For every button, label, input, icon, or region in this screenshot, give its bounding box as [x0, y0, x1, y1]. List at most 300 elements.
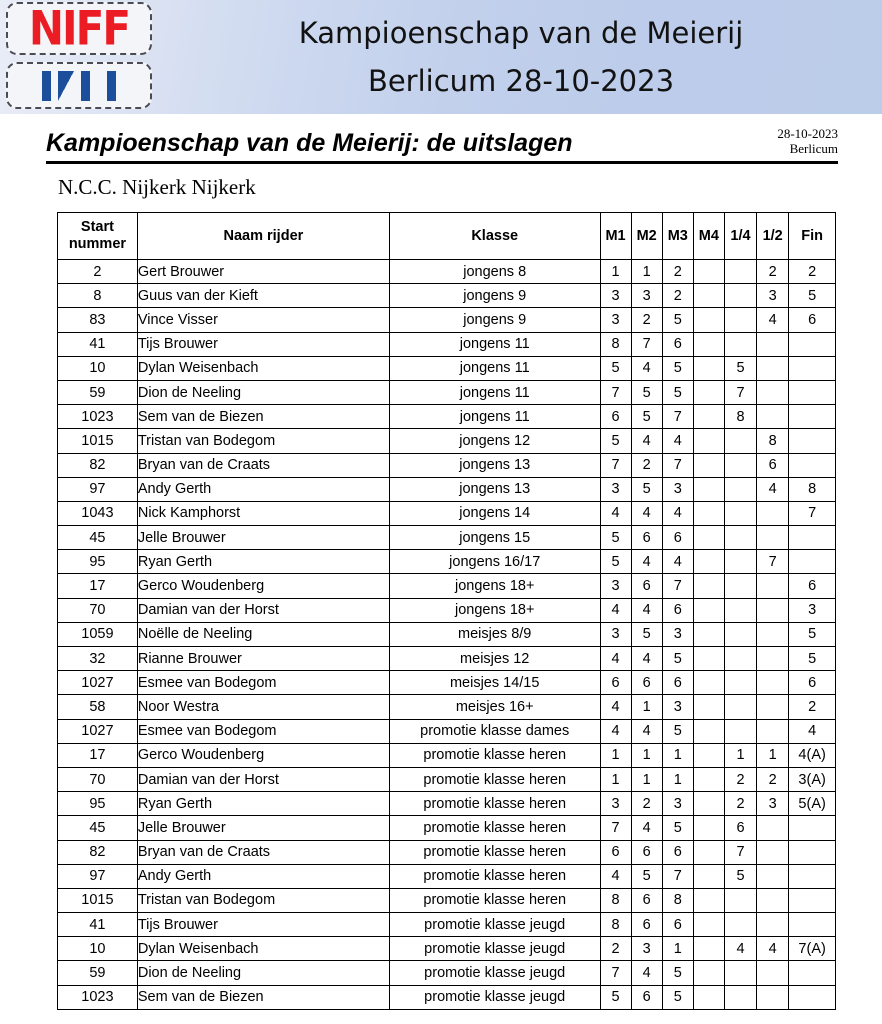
cell-m4 — [693, 985, 724, 1009]
cell-half: 4 — [757, 477, 789, 501]
cell-m3: 5 — [662, 961, 693, 985]
table-row — [58, 695, 836, 719]
cell-klasse: jongens 9 — [389, 308, 600, 332]
cell-half — [757, 332, 789, 356]
cell-m1: 6 — [600, 671, 631, 695]
cell-fin — [789, 405, 836, 429]
cell-m2: 4 — [631, 598, 662, 622]
cell-m1: 7 — [600, 961, 631, 985]
cell-m4 — [693, 356, 724, 380]
cell-m1: 3 — [600, 477, 631, 501]
cell-quarter — [724, 308, 756, 332]
cell-m3: 1 — [662, 767, 693, 791]
cell-fin — [789, 864, 836, 888]
cell-quarter: 2 — [724, 792, 756, 816]
cell-quarter — [724, 501, 756, 525]
cell-half — [757, 719, 789, 743]
cell-startnummer: 1023 — [58, 985, 138, 1009]
cell-m2: 4 — [631, 356, 662, 380]
cell-m1: 1 — [600, 260, 631, 284]
cell-quarter — [724, 260, 756, 284]
niff-logo-top — [6, 2, 152, 55]
cell-klasse: promotie klasse jeugd — [389, 961, 600, 985]
cell-m4 — [693, 695, 724, 719]
cell-m4 — [693, 840, 724, 864]
cell-m4 — [693, 864, 724, 888]
cell-m4 — [693, 767, 724, 791]
cell-quarter: 6 — [724, 816, 756, 840]
cell-m1: 5 — [600, 429, 631, 453]
cell-m4 — [693, 550, 724, 574]
cell-m2: 5 — [631, 864, 662, 888]
cell-fin: 6 — [789, 308, 836, 332]
cell-half: 2 — [757, 260, 789, 284]
table-row — [58, 284, 836, 308]
cell-m3: 8 — [662, 888, 693, 912]
cell-half — [757, 526, 789, 550]
cell-klasse: jongens 11 — [389, 405, 600, 429]
niff-blue-mark-icon — [42, 70, 116, 102]
cell-naam: Tristan van Bodegom — [137, 888, 389, 912]
cell-m1: 5 — [600, 985, 631, 1009]
cell-half — [757, 840, 789, 864]
cell-startnummer: 97 — [58, 864, 138, 888]
cell-m4 — [693, 260, 724, 284]
cell-m4 — [693, 719, 724, 743]
table-row — [58, 380, 836, 404]
cell-klasse: promotie klasse dames — [389, 719, 600, 743]
cell-startnummer: 59 — [58, 961, 138, 985]
cell-half — [757, 598, 789, 622]
cell-half: 2 — [757, 767, 789, 791]
cell-m2: 2 — [631, 453, 662, 477]
cell-m4 — [693, 961, 724, 985]
cell-m4 — [693, 284, 724, 308]
cell-quarter — [724, 284, 756, 308]
cell-startnummer: 1043 — [58, 501, 138, 525]
cell-m3: 6 — [662, 332, 693, 356]
cell-startnummer: 58 — [58, 695, 138, 719]
cell-fin — [789, 985, 836, 1009]
cell-naam: Dion de Neeling — [137, 380, 389, 404]
cell-half — [757, 501, 789, 525]
column-header-fin: Fin — [789, 213, 836, 260]
cell-m1: 3 — [600, 308, 631, 332]
cell-m3: 7 — [662, 453, 693, 477]
cell-klasse: promotie klasse jeugd — [389, 913, 600, 937]
cell-quarter: 8 — [724, 405, 756, 429]
results-table — [57, 212, 836, 1010]
cell-klasse: meisjes 14/15 — [389, 671, 600, 695]
cell-m1: 7 — [600, 816, 631, 840]
cell-quarter — [724, 526, 756, 550]
cell-m1: 2 — [600, 937, 631, 961]
cell-startnummer: 41 — [58, 913, 138, 937]
cell-half — [757, 913, 789, 937]
cell-m3: 5 — [662, 985, 693, 1009]
cell-startnummer: 1023 — [58, 405, 138, 429]
cell-quarter — [724, 695, 756, 719]
cell-fin: 3 — [789, 598, 836, 622]
cell-m3: 5 — [662, 308, 693, 332]
table-row — [58, 961, 836, 985]
cell-half — [757, 864, 789, 888]
cell-m3: 3 — [662, 622, 693, 646]
cell-m4 — [693, 743, 724, 767]
cell-m1: 6 — [600, 840, 631, 864]
cell-m3: 5 — [662, 380, 693, 404]
cell-m3: 2 — [662, 284, 693, 308]
cell-half — [757, 622, 789, 646]
club-name: N.C.C. Nijkerk Nijkerk — [58, 175, 256, 199]
column-header-m1: M1 — [600, 213, 631, 260]
cell-m2: 5 — [631, 405, 662, 429]
table-row — [58, 743, 836, 767]
event-title: Kampioenschap van de Meierij — [298, 16, 744, 50]
page-banner — [0, 0, 882, 114]
cell-startnummer: 1015 — [58, 429, 138, 453]
cell-quarter — [724, 719, 756, 743]
table-row — [58, 332, 836, 356]
cell-m2: 1 — [631, 260, 662, 284]
cell-naam: Dylan Weisenbach — [137, 356, 389, 380]
cell-m1: 7 — [600, 380, 631, 404]
cell-klasse: promotie klasse heren — [389, 888, 600, 912]
cell-m3: 6 — [662, 526, 693, 550]
cell-klasse: jongens 11 — [389, 380, 600, 404]
cell-klasse: jongens 12 — [389, 429, 600, 453]
event-location-date: Berlicum 28-10-2023 — [367, 64, 675, 98]
cell-fin — [789, 429, 836, 453]
cell-quarter — [724, 453, 756, 477]
cell-startnummer: 59 — [58, 380, 138, 404]
organization-logo — [6, 2, 152, 112]
cell-naam: Dion de Neeling — [137, 961, 389, 985]
cell-fin — [789, 380, 836, 404]
cell-startnummer: 83 — [58, 308, 138, 332]
table-row — [58, 405, 836, 429]
cell-naam: Bryan van de Craats — [137, 840, 389, 864]
cell-m4 — [693, 888, 724, 912]
cell-fin — [789, 888, 836, 912]
cell-startnummer: 82 — [58, 453, 138, 477]
cell-m1: 3 — [600, 574, 631, 598]
cell-m1: 8 — [600, 888, 631, 912]
table-row — [58, 574, 836, 598]
table-row — [58, 792, 836, 816]
cell-fin: 4 — [789, 719, 836, 743]
cell-m2: 4 — [631, 550, 662, 574]
cell-m1: 4 — [600, 864, 631, 888]
cell-m1: 4 — [600, 501, 631, 525]
cell-m1: 3 — [600, 622, 631, 646]
cell-klasse: jongens 11 — [389, 332, 600, 356]
cell-m1: 5 — [600, 356, 631, 380]
table-row — [58, 767, 836, 791]
cell-quarter — [724, 985, 756, 1009]
table-row — [58, 937, 836, 961]
cell-naam: Tijs Brouwer — [137, 332, 389, 356]
header-location: Berlicum — [789, 141, 838, 156]
cell-m2: 2 — [631, 308, 662, 332]
cell-m1: 3 — [600, 284, 631, 308]
cell-naam: Bryan van de Craats — [137, 453, 389, 477]
table-row — [58, 647, 836, 671]
niff-logo-bottom — [6, 62, 152, 109]
table-row — [58, 840, 836, 864]
cell-m2: 5 — [631, 380, 662, 404]
cell-m4 — [693, 332, 724, 356]
cell-half: 8 — [757, 429, 789, 453]
cell-naam: Damian van der Horst — [137, 598, 389, 622]
cell-m3: 6 — [662, 598, 693, 622]
cell-quarter — [724, 477, 756, 501]
cell-m3: 3 — [662, 695, 693, 719]
cell-klasse: jongens 9 — [389, 284, 600, 308]
cell-half — [757, 888, 789, 912]
table-row — [58, 429, 836, 453]
cell-quarter — [724, 550, 756, 574]
cell-m3: 4 — [662, 550, 693, 574]
cell-half — [757, 985, 789, 1009]
table-row — [58, 260, 836, 284]
cell-half — [757, 961, 789, 985]
results-table-body — [58, 260, 836, 1010]
table-row — [58, 477, 836, 501]
table-row — [58, 719, 836, 743]
results-subheader — [46, 126, 838, 164]
cell-m1: 6 — [600, 405, 631, 429]
cell-startnummer: 45 — [58, 816, 138, 840]
table-row — [58, 501, 836, 525]
cell-naam: Damian van der Horst — [137, 767, 389, 791]
column-header-start-line1: Start — [80, 219, 114, 235]
cell-fin: 2 — [789, 695, 836, 719]
cell-m4 — [693, 647, 724, 671]
cell-fin: 2 — [789, 260, 836, 284]
cell-fin — [789, 840, 836, 864]
cell-startnummer: 8 — [58, 284, 138, 308]
cell-naam: Noëlle de Neeling — [137, 622, 389, 646]
cell-m3: 6 — [662, 671, 693, 695]
cell-m3: 5 — [662, 719, 693, 743]
cell-m1: 1 — [600, 743, 631, 767]
niff-logo-text: NIFF — [28, 2, 130, 55]
cell-klasse: jongens 16/17 — [389, 550, 600, 574]
cell-m4 — [693, 792, 724, 816]
cell-startnummer: 97 — [58, 477, 138, 501]
cell-half: 3 — [757, 284, 789, 308]
cell-m3: 1 — [662, 937, 693, 961]
cell-klasse: meisjes 16+ — [389, 695, 600, 719]
header-date: 28-10-2023 — [777, 126, 838, 141]
cell-klasse: jongens 8 — [389, 260, 600, 284]
cell-startnummer: 45 — [58, 526, 138, 550]
cell-startnummer: 95 — [58, 550, 138, 574]
cell-half — [757, 380, 789, 404]
column-header-quarter: 1/4 — [724, 213, 756, 260]
cell-m3: 3 — [662, 477, 693, 501]
cell-fin — [789, 453, 836, 477]
cell-startnummer: 17 — [58, 743, 138, 767]
cell-half — [757, 647, 789, 671]
table-row — [58, 671, 836, 695]
cell-fin — [789, 526, 836, 550]
cell-startnummer: 95 — [58, 792, 138, 816]
table-row — [58, 864, 836, 888]
cell-naam: Esmee van Bodegom — [137, 671, 389, 695]
cell-klasse: promotie klasse heren — [389, 840, 600, 864]
cell-m4 — [693, 598, 724, 622]
cell-startnummer: 1015 — [58, 888, 138, 912]
cell-quarter — [724, 913, 756, 937]
cell-klasse: meisjes 12 — [389, 647, 600, 671]
cell-m4 — [693, 477, 724, 501]
table-row — [58, 453, 836, 477]
cell-startnummer: 10 — [58, 356, 138, 380]
logo-bar-2 — [81, 71, 90, 101]
cell-klasse: jongens 18+ — [389, 574, 600, 598]
cell-naam: Sem van de Biezen — [137, 405, 389, 429]
cell-naam: Tijs Brouwer — [137, 913, 389, 937]
cell-m2: 6 — [631, 574, 662, 598]
cell-fin: 6 — [789, 574, 836, 598]
column-header-naam: Naam rijder — [137, 213, 389, 260]
cell-m2: 6 — [631, 888, 662, 912]
cell-naam: Gert Brouwer — [137, 260, 389, 284]
cell-klasse: jongens 15 — [389, 526, 600, 550]
banner-title-group — [160, 0, 882, 114]
cell-m2: 5 — [631, 477, 662, 501]
cell-m3: 6 — [662, 913, 693, 937]
cell-m4 — [693, 622, 724, 646]
table-row — [58, 888, 836, 912]
cell-m4 — [693, 816, 724, 840]
table-row — [58, 308, 836, 332]
cell-fin — [789, 550, 836, 574]
cell-klasse: jongens 13 — [389, 453, 600, 477]
results-table-wrap — [57, 212, 836, 1010]
cell-m2: 4 — [631, 647, 662, 671]
cell-klasse: jongens 11 — [389, 356, 600, 380]
table-row — [58, 526, 836, 550]
cell-m1: 4 — [600, 598, 631, 622]
cell-m2: 6 — [631, 913, 662, 937]
cell-naam: Gerco Woudenberg — [137, 574, 389, 598]
table-row — [58, 985, 836, 1009]
cell-m4 — [693, 453, 724, 477]
cell-fin — [789, 816, 836, 840]
cell-m4 — [693, 308, 724, 332]
cell-startnummer: 17 — [58, 574, 138, 598]
cell-m1: 4 — [600, 647, 631, 671]
cell-fin: 5 — [789, 647, 836, 671]
column-header-half: 1/2 — [757, 213, 789, 260]
cell-m1: 8 — [600, 332, 631, 356]
cell-naam: Andy Gerth — [137, 864, 389, 888]
cell-half — [757, 574, 789, 598]
table-row — [58, 598, 836, 622]
cell-m2: 2 — [631, 792, 662, 816]
cell-m4 — [693, 429, 724, 453]
table-row — [58, 550, 836, 574]
cell-naam: Rianne Brouwer — [137, 647, 389, 671]
cell-m4 — [693, 574, 724, 598]
cell-m1: 3 — [600, 792, 631, 816]
cell-naam: Noor Westra — [137, 695, 389, 719]
cell-m4 — [693, 501, 724, 525]
cell-fin: 8 — [789, 477, 836, 501]
cell-half — [757, 695, 789, 719]
cell-klasse: promotie klasse heren — [389, 743, 600, 767]
cell-fin: 3(A) — [789, 767, 836, 791]
cell-m1: 5 — [600, 526, 631, 550]
cell-m2: 6 — [631, 985, 662, 1009]
column-header-m3: M3 — [662, 213, 693, 260]
cell-half: 1 — [757, 743, 789, 767]
cell-m1: 5 — [600, 550, 631, 574]
cell-klasse: jongens 13 — [389, 477, 600, 501]
cell-startnummer: 2 — [58, 260, 138, 284]
cell-m1: 4 — [600, 719, 631, 743]
cell-half — [757, 816, 789, 840]
logo-bar-diagonal — [58, 71, 74, 101]
cell-fin: 6 — [789, 671, 836, 695]
cell-m2: 4 — [631, 719, 662, 743]
column-header-m4: M4 — [693, 213, 724, 260]
cell-quarter — [724, 598, 756, 622]
cell-startnummer: 32 — [58, 647, 138, 671]
cell-m3: 4 — [662, 501, 693, 525]
table-row — [58, 356, 836, 380]
cell-m3: 5 — [662, 647, 693, 671]
cell-m3: 5 — [662, 356, 693, 380]
cell-fin: 7(A) — [789, 937, 836, 961]
cell-quarter — [724, 961, 756, 985]
cell-m2: 6 — [631, 526, 662, 550]
cell-quarter: 5 — [724, 356, 756, 380]
cell-fin — [789, 332, 836, 356]
cell-quarter: 4 — [724, 937, 756, 961]
cell-m2: 1 — [631, 743, 662, 767]
cell-naam: Ryan Gerth — [137, 792, 389, 816]
cell-quarter — [724, 622, 756, 646]
cell-m4 — [693, 380, 724, 404]
cell-naam: Gerco Woudenberg — [137, 743, 389, 767]
cell-naam: Dylan Weisenbach — [137, 937, 389, 961]
cell-quarter — [724, 647, 756, 671]
cell-naam: Tristan van Bodegom — [137, 429, 389, 453]
cell-fin — [789, 356, 836, 380]
cell-m4 — [693, 405, 724, 429]
cell-quarter: 2 — [724, 767, 756, 791]
cell-startnummer: 70 — [58, 767, 138, 791]
cell-startnummer: 1059 — [58, 622, 138, 646]
cell-m2: 5 — [631, 622, 662, 646]
cell-klasse: promotie klasse heren — [389, 864, 600, 888]
cell-startnummer: 1027 — [58, 671, 138, 695]
cell-m2: 4 — [631, 816, 662, 840]
cell-fin: 5 — [789, 284, 836, 308]
cell-m1: 4 — [600, 695, 631, 719]
cell-quarter: 1 — [724, 743, 756, 767]
cell-klasse: promotie klasse jeugd — [389, 937, 600, 961]
cell-fin — [789, 961, 836, 985]
cell-quarter: 7 — [724, 380, 756, 404]
cell-m3: 5 — [662, 816, 693, 840]
cell-m3: 2 — [662, 260, 693, 284]
cell-m3: 7 — [662, 574, 693, 598]
